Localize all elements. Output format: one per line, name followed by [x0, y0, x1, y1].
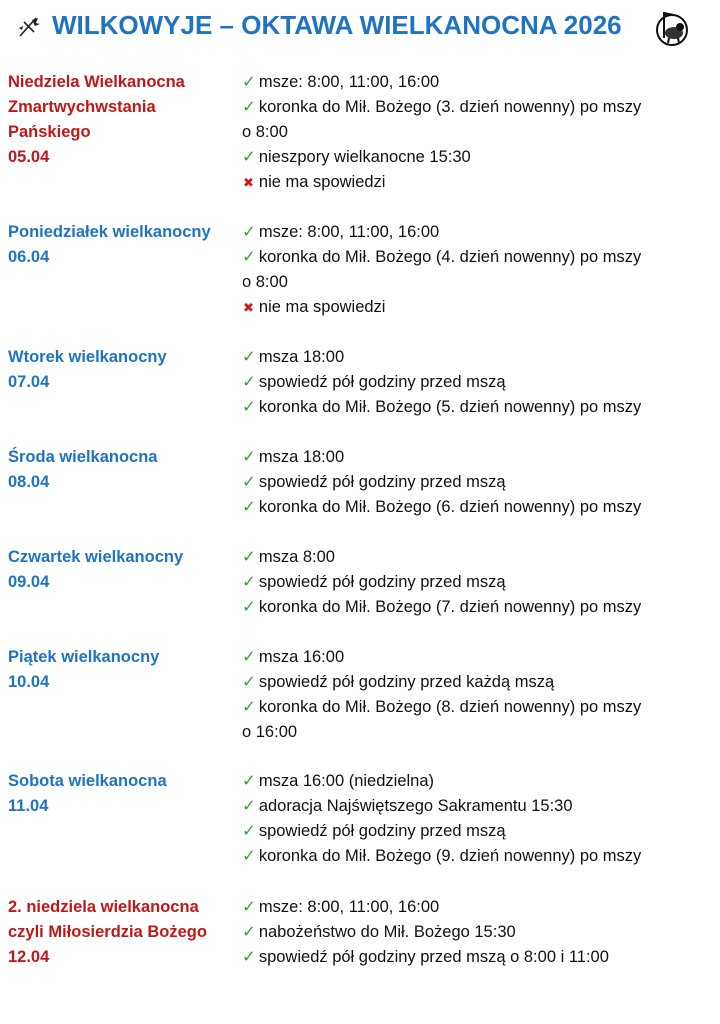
schedule-item [242, 170, 712, 195]
schedule-item [242, 95, 712, 120]
schedule-item-text: nie ma spowiedzi [258, 173, 386, 191]
day-items [242, 345, 712, 420]
day-date: 11.04 [8, 797, 49, 815]
schedule-item [242, 295, 712, 320]
schedule-item-text: msze: 8:00, 11:00, 16:00 [258, 223, 440, 241]
schedule-item-text: msza 18:00 [258, 448, 345, 466]
schedule-item-text: koronka do Mił. Bożego (5. dzień nowenny) po mszy [258, 398, 642, 416]
day-name-line: Sobota wielkanocna [8, 772, 167, 790]
schedule-item-text: spowiedź pół godziny przed mszą o 8:00 i 11:00 [258, 948, 609, 966]
day-date: 10.04 [8, 673, 50, 691]
schedule-item [242, 70, 712, 95]
schedule-item [242, 844, 712, 869]
schedule-item [242, 695, 712, 720]
schedule-item-text: msze: 8:00, 11:00, 16:00 [258, 898, 440, 916]
day-name-line: Piątek wielkanocny [8, 648, 160, 666]
day-name-line: Zmartwychwstania [8, 98, 156, 116]
day-label [8, 545, 238, 595]
schedule-item [242, 570, 712, 595]
cross-with-banner-icon [16, 14, 42, 40]
schedule-item [242, 445, 712, 470]
schedule-item [242, 769, 712, 794]
check-icon: ✓ [242, 398, 256, 416]
schedule-item-text: nabożeństwo do Mił. Bożego 15:30 [258, 923, 516, 941]
check-icon: ✓ [242, 673, 256, 691]
schedule-item [242, 145, 712, 170]
day-items [242, 545, 712, 620]
schedule-item-text: spowiedź pół godziny przed mszą [258, 373, 506, 391]
check-icon: ✓ [242, 772, 256, 790]
check-icon: ✓ [242, 223, 256, 241]
day-date: 05.04 [8, 148, 50, 166]
check-icon: ✓ [242, 648, 256, 666]
day-label [8, 220, 238, 270]
day-name-line: czyli Miłosierdzia Bożego [8, 923, 207, 941]
day-items [242, 645, 712, 745]
schedule-item [242, 470, 712, 495]
schedule-item-text: spowiedź pół godziny przed mszą [258, 473, 506, 491]
day-name-line: Środa wielkanocna [8, 448, 158, 466]
check-icon: ✓ [242, 598, 256, 616]
schedule-item-text: koronka do Mił. Bożego (9. dzień nowenny) po mszy [258, 847, 642, 865]
day-date: 06.04 [8, 248, 50, 266]
schedule-item-text: spowiedź pół godziny przed mszą [258, 822, 506, 840]
schedule-item [242, 895, 712, 920]
schedule-item [242, 920, 712, 945]
day-name-line: Niedziela Wielkanocna [8, 73, 185, 91]
schedule-item [242, 345, 712, 370]
check-icon: ✓ [242, 448, 256, 466]
day-date: 08.04 [8, 473, 50, 491]
schedule-item [242, 645, 712, 670]
check-icon: ✓ [242, 847, 256, 865]
schedule-item-text: koronka do Mił. Bożego (8. dzień nowenny) po mszy [258, 698, 642, 716]
schedule-item-text: koronka do Mił. Bożego (4. dzień nowenny) po mszy [258, 248, 642, 266]
schedule-item [242, 395, 712, 420]
day-date: 09.04 [8, 573, 50, 591]
schedule-item-continuation: o 16:00 [242, 723, 298, 741]
day-date: 12.04 [8, 948, 50, 966]
schedule-item-text: msza 16:00 (niedzielna) [258, 772, 435, 790]
schedule-item-text: koronka do Mił. Bożego (3. dzień nowenny) po mszy [258, 98, 642, 116]
check-icon: ✓ [242, 348, 256, 366]
day-name-line: Wtorek wielkanocny [8, 348, 167, 366]
schedule-item-text: koronka do Mił. Bożego (6. dzień nowenny) po mszy [258, 498, 642, 516]
check-icon: ✓ [242, 98, 256, 116]
schedule-item [242, 495, 712, 520]
schedule-item [242, 220, 712, 245]
day-name-line: 2. niedziela wielkanocna [8, 898, 199, 916]
cross-mark-icon: ✖ [243, 300, 254, 315]
schedule-item-text: spowiedź pół godziny przed każdą mszą [258, 673, 555, 691]
schedule-item [242, 819, 712, 844]
schedule-item-continuation: o 8:00 [242, 123, 288, 141]
check-icon: ✓ [242, 548, 256, 566]
schedule-item-text: adoracja Najświętszego Sakramentu 15:30 [258, 797, 573, 815]
schedule-item-text: msza 16:00 [258, 648, 345, 666]
schedule-item [242, 794, 712, 819]
schedule-item-text: msza 18:00 [258, 348, 345, 366]
page-title: WILKOWYJE – OKTAWA WIELKANOCNA 2026 [52, 10, 622, 40]
schedule-item [242, 245, 712, 270]
check-icon: ✓ [242, 73, 256, 91]
schedule-item-text: koronka do Mił. Bożego (7. dzień nowenny) po mszy [258, 598, 642, 616]
schedule-item [242, 595, 712, 620]
day-items [242, 445, 712, 520]
schedule-item-text: nieszpory wielkanocne 15:30 [258, 148, 471, 166]
day-items [242, 769, 712, 869]
check-icon: ✓ [242, 898, 256, 916]
day-label [8, 70, 238, 170]
check-icon: ✓ [242, 923, 256, 941]
day-items [242, 220, 712, 320]
check-icon: ✓ [242, 573, 256, 591]
day-label [8, 895, 238, 970]
schedule-item [242, 670, 712, 695]
day-name-line: Czwartek wielkanocny [8, 548, 184, 566]
schedule-item-text: msze: 8:00, 11:00, 16:00 [258, 73, 440, 91]
day-label [8, 445, 238, 495]
check-icon: ✓ [242, 698, 256, 716]
check-icon: ✓ [242, 373, 256, 391]
check-icon: ✓ [242, 498, 256, 516]
schedule-item-continuation: o 8:00 [242, 273, 288, 291]
check-icon: ✓ [242, 948, 256, 966]
schedule-item [242, 370, 712, 395]
schedule-item-text: nie ma spowiedzi [258, 298, 386, 316]
day-label [8, 345, 238, 395]
schedule-item-text: spowiedź pół godziny przed mszą [258, 573, 506, 591]
day-label [8, 645, 238, 695]
schedule-item [242, 945, 712, 970]
schedule-item [242, 545, 712, 570]
check-icon: ✓ [242, 797, 256, 815]
day-items [242, 895, 712, 970]
check-icon: ✓ [242, 248, 256, 266]
schedule-item-text: msza 8:00 [258, 548, 335, 566]
check-icon: ✓ [242, 822, 256, 840]
day-label [8, 769, 238, 819]
day-name-line: Pańskiego [8, 123, 91, 141]
day-name-line: Poniedziałek wielkanocny [8, 223, 211, 241]
check-icon: ✓ [242, 473, 256, 491]
check-icon: ✓ [242, 148, 256, 166]
day-date: 07.04 [8, 373, 50, 391]
day-items [242, 70, 712, 195]
cross-mark-icon: ✖ [243, 175, 254, 190]
lamb-of-god-icon [654, 8, 690, 48]
header [0, 6, 720, 50]
